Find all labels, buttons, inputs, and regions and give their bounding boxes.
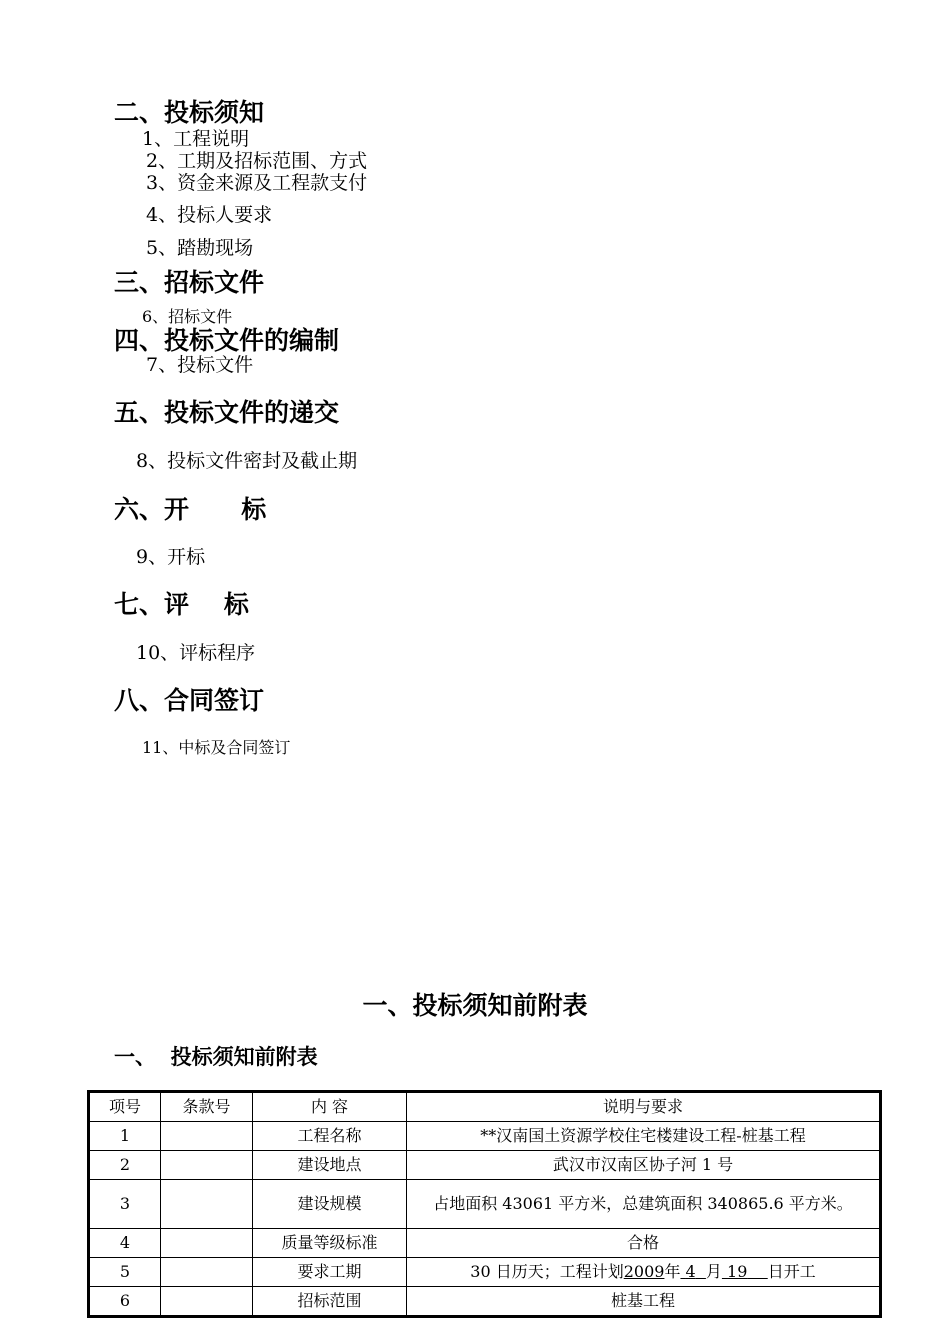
toc-heading-4: 四、投标文件的编制 [114,326,340,355]
section-title: 一、投标须知前附表 [362,991,588,1020]
schedule-year-unit: 年 [664,1262,681,1281]
cell-desc: **汉南国土资源学校住宅楼建设工程-桩基工程 [407,1122,881,1151]
cell-desc-schedule [407,1258,881,1287]
table-row [89,1122,881,1151]
toc-item-4: 4、投标人要求 [146,204,273,226]
toc-heading-2: 二、投标须知 [114,98,265,127]
toc-item-2: 2、工期及招标范围、方式 [146,150,368,172]
schedule-prefix: 30 日历天；工程计划 [470,1262,624,1281]
cell-no: 1 [89,1122,161,1151]
header-clause: 条款号 [161,1092,253,1122]
toc-item-8: 8、投标文件密封及截止期 [136,450,358,472]
toc-item-6: 6、招标文件 [142,307,233,326]
cell-clause [161,1122,253,1151]
toc-item-3: 3、资金来源及工程款支付 [146,172,368,194]
header-content: 内 容 [253,1092,407,1122]
toc-heading-7: 七、评 标 [114,590,249,619]
cell-desc: 占地面积 43061 平方米，总建筑面积 340865.6 平方米。 [407,1180,881,1229]
schedule-day: 19 [727,1262,748,1281]
schedule-month-unit: 月 [705,1262,722,1281]
cell-no: 3 [89,1180,161,1229]
cell-clause [161,1229,253,1258]
cell-item: 工程名称 [253,1122,407,1151]
header-no: 项号 [89,1092,161,1122]
cell-item: 要求工期 [253,1258,407,1287]
table-row [89,1180,881,1229]
section-subtitle: 一、 投标须知前附表 [114,1045,318,1069]
table-header-row [89,1092,881,1122]
toc-heading-3: 三、招标文件 [114,268,265,297]
toc-heading-8: 八、合同签订 [114,686,265,715]
cell-clause [161,1258,253,1287]
cell-item: 建设规模 [253,1180,407,1229]
cell-desc: 合格 [407,1229,881,1258]
cell-item: 质量等级标准 [253,1229,407,1258]
cell-item: 招标范围 [253,1287,407,1317]
toc-item-11: 11、中标及合同签订 [142,738,291,757]
toc-item-10: 10、评标程序 [136,642,256,664]
cell-no: 6 [89,1287,161,1317]
toc-heading-6: 六、开 标 [114,495,267,524]
toc-item-1: 1、工程说明 [142,128,250,150]
cell-item: 建设地点 [253,1151,407,1180]
table-row [89,1229,881,1258]
toc-item-7: 7、投标文件 [146,354,254,376]
cell-no: 4 [89,1229,161,1258]
cell-clause [161,1287,253,1317]
cell-no: 5 [89,1258,161,1287]
toc-heading-5: 五、投标文件的递交 [114,398,340,427]
front-appendix-table [87,1090,882,1318]
cell-desc: 桩基工程 [407,1287,881,1317]
schedule-suffix: 日开工 [767,1262,816,1281]
table-row [89,1287,881,1317]
cell-no: 2 [89,1151,161,1180]
header-description: 说明与要求 [407,1092,881,1122]
schedule-month: 4 [685,1262,696,1281]
schedule-year: 2009 [623,1262,665,1281]
cell-clause [161,1180,253,1229]
cell-desc: 武汉市汉南区协子河 1 号 [407,1151,881,1180]
toc-item-5: 5、踏勘现场 [146,237,254,259]
toc-item-9: 9、开标 [136,546,206,568]
table-row [89,1258,881,1287]
cell-clause [161,1151,253,1180]
table-row [89,1151,881,1180]
